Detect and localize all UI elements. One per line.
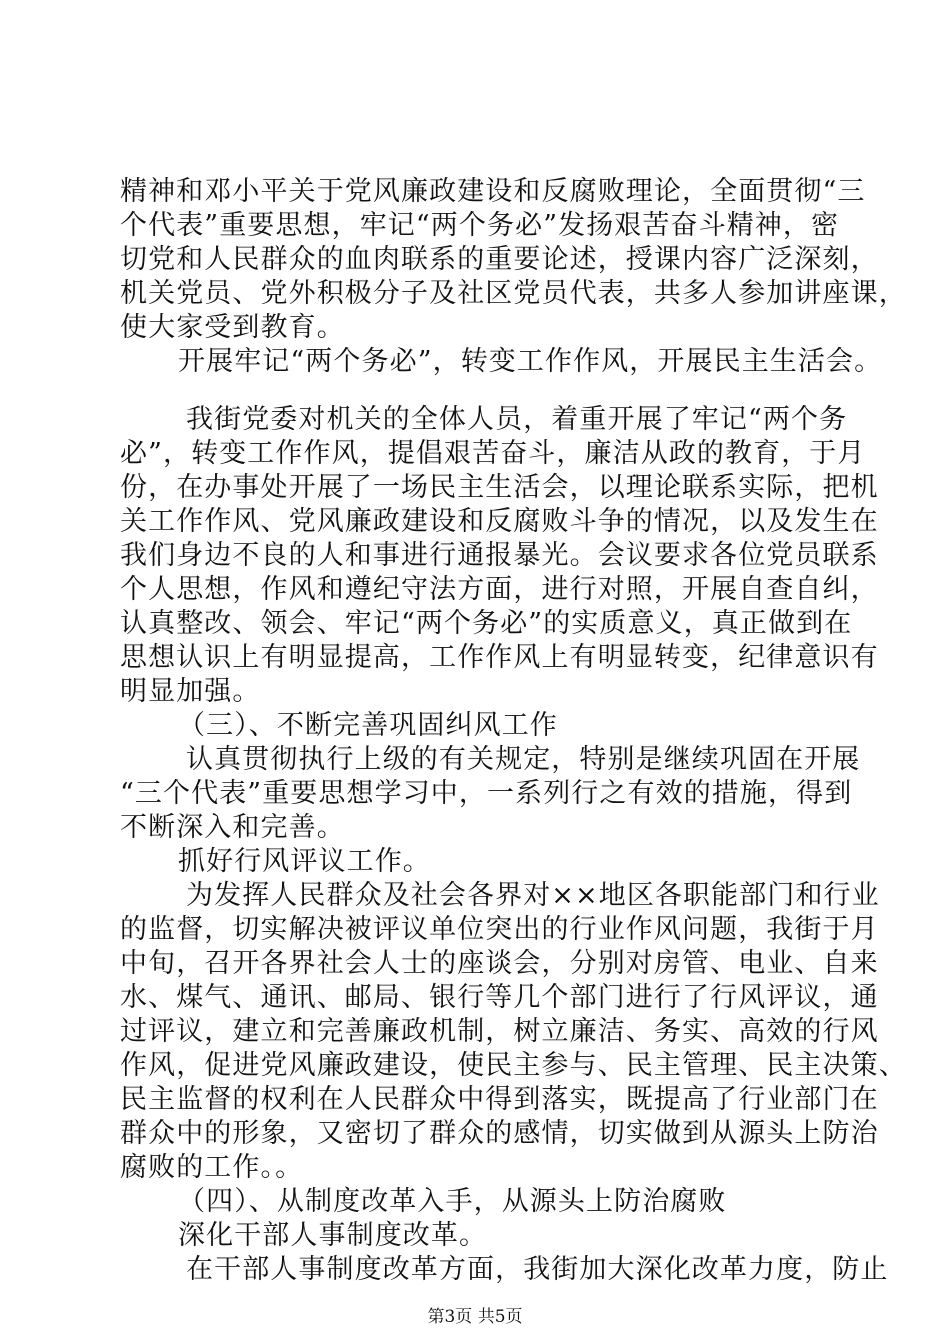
section-heading: （三）、不断完善巩固纠风工作 xyxy=(178,710,558,741)
paragraph-first-line: 为发挥人民群众及社会各界对××地区各职能部门和行业 xyxy=(186,880,880,911)
text-line: 机关党员、党外积极分子及社区党员代表，共多人参加讲座课， xyxy=(120,278,907,309)
section-heading: 抓好行风评议工作。 xyxy=(178,846,431,877)
section-heading: 深化干部人事制度改革。 xyxy=(178,1220,488,1251)
text-line: 必”，转变工作作风，提倡艰苦奋斗，廉洁从政的教育，于月 xyxy=(120,438,866,469)
text-line: 中旬，召开各界社会人士的座谈会，分别对房管、电业、自来 xyxy=(120,948,879,979)
text-line: 使大家受到教育。 xyxy=(120,312,345,343)
text-line: 个代表”重要思想，牢记“两个务必”发扬艰苦奋斗精神，密 xyxy=(120,210,840,241)
text-line: 作风，促进党风廉政建设，使民主参与、民主管理、民主决策、 xyxy=(120,1050,907,1081)
text-line: 认真整改、领会、牢记“两个务必”的实质意义，真正做到在 xyxy=(120,608,853,639)
text-line: 水、煤气、通讯、邮局、银行等几个部门进行了行风评议，通 xyxy=(120,982,879,1013)
page-footer: 第3页 共5页 xyxy=(427,1307,523,1327)
text-line: 腐败的工作。。 xyxy=(120,1152,304,1183)
text-line: 的监督，切实解决被评议单位突出的行业作风问题，我街于月 xyxy=(120,914,879,945)
text-line: 我们身边不良的人和事进行通报暴光。会议要求各位党员联系 xyxy=(120,540,879,571)
paragraph-first-line: 在干部人事制度改革方面，我街加大深化改革力度，防止 xyxy=(186,1254,889,1285)
paragraph-first-line: 我街党委对机关的全体人员，着重开展了牢记“两个务 xyxy=(186,404,848,435)
text-line: 群众中的形象，又密切了群众的感情，切实做到从源头上防治 xyxy=(120,1118,879,1149)
text-line: 精神和邓小平关于党风廉政建设和反腐败理论，全面贯彻“三 xyxy=(120,176,866,207)
text-line: 过评议，建立和完善廉政机制，树立廉洁、务实、高效的行风 xyxy=(120,1016,879,1047)
text-line: 份，在办事处开展了一场民主生活会，以理论联系实际，把机 xyxy=(120,472,879,503)
section-heading: （四）、从制度改革入手，从源头上防治腐败 xyxy=(178,1186,727,1217)
text-line: 不断深入和完善。 xyxy=(120,812,345,843)
text-line: 个人思想，作风和遵纪守法方面，进行对照，开展自查自纠， xyxy=(120,574,879,605)
text-line: 思想认识上有明显提高，工作作风上有明显转变，纪律意识有 xyxy=(120,642,879,673)
text-line: “三个代表”重要思想学习中，一系列行之有效的措施，得到 xyxy=(120,778,853,809)
text-line: 明显加强。 xyxy=(120,676,261,707)
section-heading: 开展牢记“两个务必”，转变工作作风，开展民主生活会。 xyxy=(178,346,883,377)
paragraph-first-line: 认真贯彻执行上级的有关规定，特别是继续巩固在开展 xyxy=(186,744,861,775)
text-line: 民主监督的权利在人民群众中得到落实，既提高了行业部门在 xyxy=(120,1084,879,1115)
text-line: 切党和人民群众的血肉联系的重要论述，授课内容广泛深刻， xyxy=(120,244,879,275)
text-line: 关工作作风、党风廉政建设和反腐败斗争的情况，以及发生在 xyxy=(120,506,879,537)
